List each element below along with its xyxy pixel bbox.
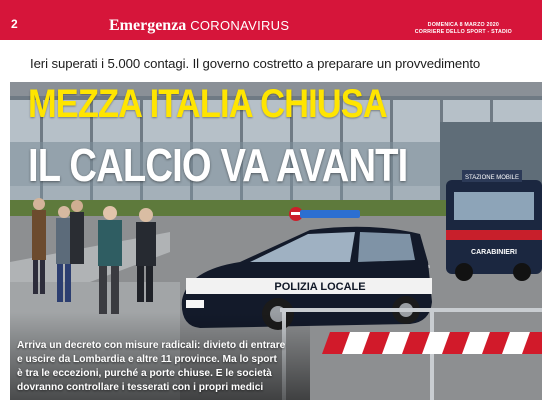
photo-caption: [17, 339, 292, 395]
subheadline: Ieri superati i 5.000 contagi. Il governo costretto a preparare un provvedimento: [30, 56, 481, 71]
caption-line: dovranno controllare i tesserati con i propri medici: [17, 382, 264, 393]
caption-line: e uscire da Lombardia e altre 11 province. Ma lo sport: [17, 354, 277, 365]
caption-line: è tra le eccezioni, purché a porte chiuse. E le società: [17, 368, 272, 379]
caption-line: Arriva un decreto con misure radicali: divieto di entrare: [17, 340, 286, 351]
dateline: [415, 22, 512, 36]
headline-line-1: MEZZA ITALIA CHIUSA: [28, 82, 387, 126]
headline-line-2: IL CALCIO VA AVANTI: [28, 139, 408, 191]
issue-date: DOMENICA 8 MARZO 2020: [427, 22, 500, 28]
publication-name: CORRIERE DELLO SPORT - STADIO: [414, 29, 512, 35]
police-car-label: POLIZIA LOCALE: [274, 281, 366, 293]
van-label: CARABINIERI: [471, 249, 517, 256]
section-title-topic: CORONAVIRUS: [190, 18, 290, 33]
page-number: 2: [11, 17, 18, 31]
section-header-bar: [0, 0, 542, 40]
section-title-emphasis: Emergenza: [109, 17, 187, 34]
section-title: [109, 17, 289, 35]
van-top-label: STAZIONE MOBILE: [465, 175, 519, 181]
